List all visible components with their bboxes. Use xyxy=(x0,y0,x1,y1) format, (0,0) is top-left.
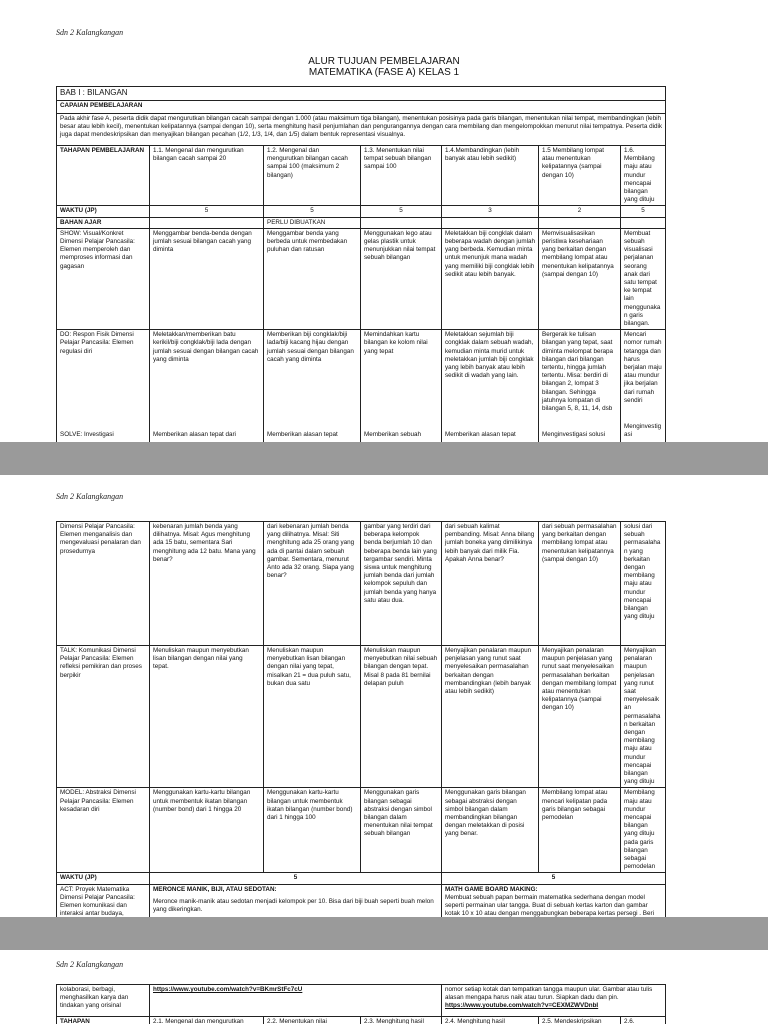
act-project-2-cont-text: nomor setiap kotak dan tempatkan tangga maupun ular. Gambar atau tulis alasan mengapa harus naik atau turun. Siapkan dadu dan pin. xyxy=(445,986,653,1002)
show-cell: Menggambar benda yang berbeda untuk membedakan puluhan dan ratusan xyxy=(264,228,361,329)
youtube-link[interactable]: https://www.youtube.com/watch?v=CEXMZWVDnbI xyxy=(445,1002,599,1010)
tahapan-cell: 2.4. Menghitung hasil xyxy=(442,1017,539,1024)
show-cell: Membuat sebuah visualisasi perjalanan seorang anak dari satu tempat ke tempat lain menggunakan garis bilangan. xyxy=(621,228,666,329)
act-project-1-text: Meronce manik-manik atau sedotan menjadi kelompok per 10. Bisa dari biji buah seperti buah melon yang dikeringkan. xyxy=(153,897,434,914)
page-header: Sdn 2 Kalangkangan xyxy=(56,28,124,37)
model-cell: Menggunakan garis bilangan sebagai abstraksi dengan simbol bilangan dalam menentukan nilai tempat sebuah bilangan xyxy=(361,788,442,873)
talk-cell: Menyajikan penalaran maupun penjelasan yang runut saat menyelesaikan permasalahan berkaitan dengan membandingkan (lebih banyak atau lebih sedikit) xyxy=(442,646,539,788)
model-cell: Membilang lompat atau mencari kelipatan pada garis bilangan sebagai pemodelan xyxy=(539,788,621,873)
page-3 xyxy=(0,950,768,1024)
solve-label: SOLVE: Investigasi xyxy=(60,431,114,439)
act-project-1-title: MERONCE MANIK, BIJI, ATAU SEDOTAN: xyxy=(153,885,277,893)
talk-label: TALK: Komunikasi Dimensi Pelajar Pancasila: Elemen refleksi pemikiran dan proses berpikir xyxy=(57,646,150,788)
capaian-label: CAPAIAN PEMBELAJARAN xyxy=(57,101,666,114)
page-header: Sdn 2 Kalangkangan xyxy=(56,960,124,969)
do-cell: Memberikan biji congklak/biji lada/biji kacang hijau dengan jumlah sesuai dengan bilangan cacah yang diminta Memberikan alasan tepat xyxy=(264,330,361,442)
talk-cell: Menuliskan maupun menyebutkan lisan bilangan dengan nilai yang tepat, misalkan 21 = dua puluh satu, bukan dua satu xyxy=(264,646,361,788)
do-cell: Memindahkan kartu bilangan ke kolom nilai yang tepat Memberikan sebuah xyxy=(361,330,442,442)
tahapan-cell: 2.1. Mengenal dan mengurutkan xyxy=(150,1017,264,1024)
solve-cell: dari kebenaran jumlah benda yang dilihatnya. Misal: Siti menghitung ada 25 orang yang ada di pantai dalam sebuah gambar. Sementara, menurut Anto ada 32 orang. Siapa yang benar? xyxy=(264,522,361,646)
talk-cell: Menuliskan maupun menyebutkan lisan bilangan dengan nilai yang tepat. xyxy=(150,646,264,788)
act-project-2-text: Membuat sebuah papan bermain matematika sederhana dengan model seperti permainan ular tangga. Buat di sebuah kertas karton dan gambar kotak 10 x 10 atau dengan menggabungkan beberapa kertas persegi . Beri xyxy=(445,893,654,917)
tahapan-cell: 1.5 Membilang lompat atau menentukan kelipatannya (sampai dengan 10) xyxy=(539,146,621,206)
document-subtitle: MATEMATIKA (FASE A) KELAS 1 xyxy=(308,67,460,78)
bab-title: BAB I : BILANGAN xyxy=(57,87,666,101)
do-cell: Mencari nomor rumah tetangga dan harus berjalan maju atau mundur jika berjalan dari rumah sendiri Menginvestigasi xyxy=(621,330,666,442)
waktu-cell: 2 xyxy=(539,206,621,217)
model-cell: Menggunakan garis bilangan sebagai abstraksi dengan simbol bilangan dalam membandingkan bilangan dengan meletakkan di posisi yang benar. xyxy=(442,788,539,873)
tahapan-cell: 2.2. Menentukan nilai xyxy=(264,1017,361,1024)
document-title: ALUR TUJUAN PEMBELAJARAN xyxy=(308,56,460,67)
atp-table-page3 xyxy=(56,984,666,1024)
tahapan-cell: 1.4.Membandingkan (lebih banyak atau lebih sedikit) xyxy=(442,146,539,206)
solve-cell: Memberikan alasan tepat xyxy=(445,431,516,439)
do-cell: Meletakkan/memberikan batu kerikil/biji congklak/biji lada dengan jumlah sesuai dengan bilangan cacah yang diminta Memberikan alasan tepat dari xyxy=(150,330,264,442)
waktu-cell: 5 xyxy=(442,873,666,884)
solve-cell: Menginvestigasi xyxy=(624,422,662,439)
solve-cell: dari sebuah kalimat pembanding. Misal: Anna bilang jumlah boneka yang dimilikinya lebih banyak dari milik Fia. Apakah Anna benar? xyxy=(442,522,539,646)
tahapan-label: TAHAPAN xyxy=(57,1017,150,1024)
act-project-1-cont xyxy=(150,985,442,1017)
model-cell: Membilang maju atau mundur mencapai bilangan yang dituju pada garis bilangan sebagai pemodelan xyxy=(621,788,666,873)
show-label: SHOW: Visual/Konkret Dimensi Pelajar Pancasila: Elemen memperoleh dan memproses informasi dan gagasan xyxy=(57,228,150,329)
atp-table-page2 xyxy=(56,521,666,917)
solve-cell: Memberikan alasan tepat dari xyxy=(153,431,236,439)
bahan-value: PERLU DIBUATKAN xyxy=(264,217,361,228)
solve-cell: Memberikan sebuah xyxy=(364,431,422,439)
act-project-2 xyxy=(442,884,666,917)
model-cell: Menggunakan kartu-kartu bilangan untuk membentuk ikatan bilangan (number bond) dari 1 hingga 20 xyxy=(150,788,264,873)
bahan-label: BAHAN AJAR xyxy=(57,217,150,228)
show-cell: Memvisualisasikan peristiwa kesehariaan yang berkaitan dengan membilang lompat atau menentukan kelipatannya (sampai dengan 10) xyxy=(539,228,621,329)
tahapan-cell: 2.5. Mendeskripsikan xyxy=(539,1017,621,1024)
tahapan-label: TAHAPAN PEMBELAJARAN xyxy=(57,146,150,206)
show-cell: Menggambar benda-benda dengan jumlah sesuai bilangan cacah yang diminta xyxy=(150,228,264,329)
page-2 xyxy=(0,475,768,917)
act-project-1 xyxy=(150,884,442,917)
do-cell: Meletakkan sejumlah biji congklak dalam sebuah wadah, kemudian minta murid untuk meletakkan jumlah biji congklak yang lebih banyak atau lebih sedikit di wadah yang lain. Memberikan alasan tepat xyxy=(442,330,539,442)
act-project-2-title: MATH GAME BOARD MAKING: xyxy=(445,885,538,893)
waktu-cell: 3 xyxy=(442,206,539,217)
model-cell: Menggunakan kartu-kartu bilangan untuk membentuk ikatan bilangan (number bond) dari 1 hingga 100 xyxy=(264,788,361,873)
solve-cell: Menginvestigasi solusi xyxy=(542,431,605,439)
act-project-2-cont xyxy=(442,985,666,1017)
atp-table-page1 xyxy=(56,86,666,442)
tahapan-cell: 1.1. Mengenal dan mengurutkan bilangan cacah sampai 20 xyxy=(150,146,264,206)
tahapan-cell: 1.3. Menentukan nilai tempat sebuah bilangan sampai 100 xyxy=(361,146,442,206)
tahapan-cell: 2.6. xyxy=(621,1017,666,1024)
solve-cell: solusi dari sebuah permasalahan yang berkaitan dengan membilang maju atau mundur mencapai bilangan yang dituju xyxy=(621,522,666,646)
model-label: MODEL: Abstraksi Dimensi Pelajar Pancasila: Elemen kesadaran diri xyxy=(57,788,150,873)
do-label: DO: Respon Fisik Dimensi Pelajar Pancasila: Elemen regulasi diri SOLVE: Investigasi xyxy=(57,330,150,442)
waktu-cell: 5 xyxy=(361,206,442,217)
solve-cell: gambar yang terdiri dari beberapa kelompok benda berjumlah 10 dan beberapa benda lain yang tergambar sendiri. Minta siswa untuk menghitung jumlah benda dari jumlah kelompok sepuluh dan jumlah benda yang hanya satu atau dua. xyxy=(361,522,442,646)
solve-cell: kebenaran jumlah benda yang dilihatnya. Misal: Agus menghitung ada 15 batu, sementara Sari menghitung ada 12 batu. Mana yang benar? xyxy=(150,522,264,646)
show-cell: Meletakkan biji congklak dalam beberapa wadah dengan jumlah yang berbeda. Kemudian minta untuk menunjuk mana wadah yang memiliki biji congklak lebih sedikit atau lebih banyak. xyxy=(442,228,539,329)
waktu-cell: 5 xyxy=(621,206,666,217)
waktu-label: WAKTU (JP) xyxy=(57,873,150,884)
waktu-label: WAKTU (JP) xyxy=(57,206,150,217)
youtube-link[interactable]: https://www.youtube.com/watch?v=BKmrStFc7cU xyxy=(153,986,303,993)
solve-cell: Memberikan alasan tepat xyxy=(267,431,338,439)
solve-cell: dari sebuah permasalahan yang berkaitan dengan membilang lompat atau menentukan kelipatannya (sampai dengan 10) xyxy=(539,522,621,646)
act-label-cont: kolaborasi, berbagi, menghasilkan karya dan tindakan yang orisinal xyxy=(57,985,150,1017)
act-label: ACT: Proyek Matematika Dimensi Pelajar Pancasila: Elemen komunikasi dan interaksi antar budaya, xyxy=(57,884,150,917)
talk-cell: Menyajikan penalaran maupun penjelasan yang runut saat menyelesaikan permasalahan berkaitan dengan membilang maju atau mundur mencapai bilangan yang dituju xyxy=(621,646,666,788)
waktu-cell: 5 xyxy=(264,206,361,217)
tahapan-cell: 1.6. Membilang maju atau mundur mencapai bilangan yang dituju xyxy=(621,146,666,206)
capaian-text: Pada akhir fase A, peserta didik dapat mengurutkan bilangan cacah sampai dengan 1.000 (atau maksimum tiga bilangan), menentukan posisinya pada garis bilangan, menentukan nilai tempat, membandingkan (lebih besar atau lebih kecil), menentukan kelipatannya (sampai dengan 10), serta menghitung hasil penjumlahan dan pengurangannya dengan cara membilang dan mengelompokkan menurut nilai tempatnya. Peserta didik juga dapat mendeskripsikan dan menyajikan bilangan pecahan (1/2, 1/3, 1/4, dan 1/5) dalam bentuk representasi visualnya. xyxy=(57,114,666,146)
solve-label-cont: Dimensi Pelajar Pancasila: Elemen menganalisis dan mengevaluasi penalaran dan prosedurnya xyxy=(57,522,150,646)
show-cell: Menggunakan lego atau gelas plastik untuk menunjukkan nilai tempat sebuah bilangan xyxy=(361,228,442,329)
waktu-cell: 5 xyxy=(150,206,264,217)
talk-cell: Menuliskan maupun menyebutkan nilai sebuah bilangan dengan tepat. Misal 8 pada 81 bernilai delapan puluh xyxy=(361,646,442,788)
tahapan-cell: 2.3. Menghitung hasil xyxy=(361,1017,442,1024)
do-cell: Bergerak ke tulisan bilangan yang tepat, saat diminta melompat berapa bilangan dari bilangan tertentu, hingga jumlah tertentu. Misa: berdiri di bilangan 2, lompat 3 bilangan. Sehingga jatuhnya lompatan di bilangan 5, 8, 11, 14, dsb Menginvestigasi solusi xyxy=(539,330,621,442)
talk-cell: Menyajikan penalaran maupun penjelasan yang runut saat menyelesaikan permasalahan berkaitan dengan membilang lompat atau menentukan kelipatannya (sampai dengan 10) xyxy=(539,646,621,788)
page-header: Sdn 2 Kalangkangan xyxy=(56,492,124,501)
page-1 xyxy=(0,0,768,442)
waktu-cell: 5 xyxy=(150,873,442,884)
tahapan-cell: 1.2. Mengenal dan mengurutkan bilangan cacah sampai 100 (maksimum 2 bilangan) xyxy=(264,146,361,206)
